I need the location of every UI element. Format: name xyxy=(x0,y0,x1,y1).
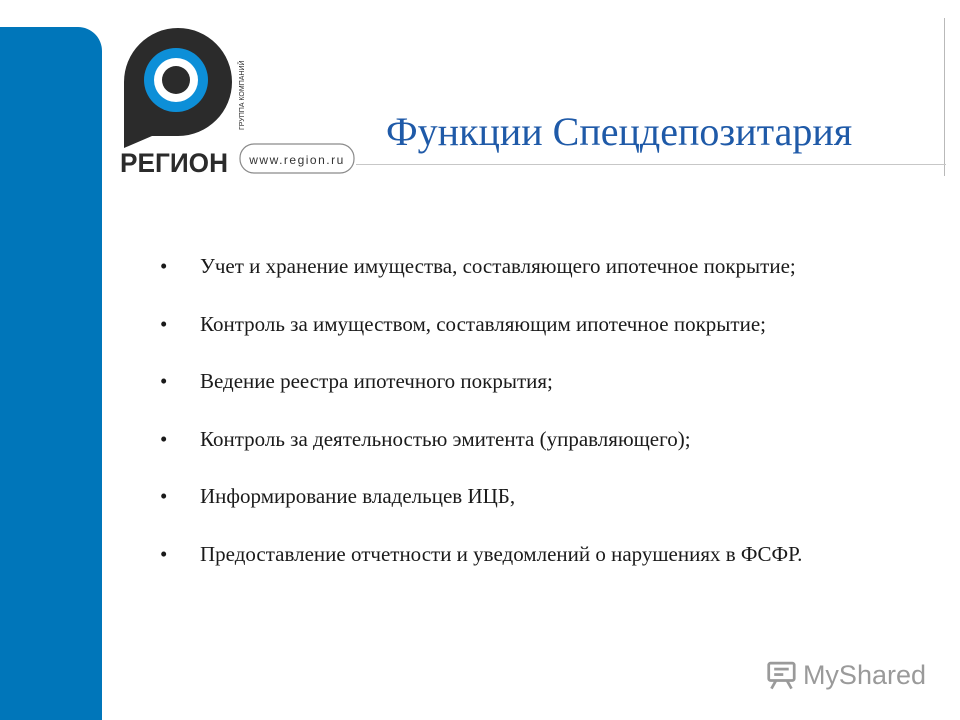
region-logo xyxy=(118,22,358,182)
bullet-dot: • xyxy=(160,311,168,336)
bullet-dot: • xyxy=(160,254,168,278)
logo-company-group-text: ГРУППА КОМПАНИЙ xyxy=(239,60,246,130)
title-underline xyxy=(356,164,946,165)
bullet-dot: • xyxy=(160,484,168,508)
bullet-text: Контроль за деятельностью эмитента (управляющего); xyxy=(200,426,691,451)
bullet-text: Предоставление отчетности и уведомлений о нарушениях в ФСФР. xyxy=(200,541,803,566)
bullet-dot: • xyxy=(160,426,168,451)
bullet-list xyxy=(160,240,940,585)
bullet-item xyxy=(160,298,940,356)
presentation-board-icon xyxy=(766,658,797,692)
bullet-dot: • xyxy=(160,369,168,393)
sidebar-top-spacer xyxy=(0,0,102,27)
bullet-item xyxy=(160,355,940,413)
bullet-item xyxy=(160,470,940,528)
bullet-text: Учет и хранение имущества, составляющего ипотечное покрытие; xyxy=(200,254,796,278)
logo-name-text: РЕГИОН xyxy=(120,148,228,178)
bullet-text: Ведение реестра ипотечного покрытия; xyxy=(200,369,553,393)
slide-title: Функции Спецдепозитария xyxy=(386,109,853,154)
logo-url-text[interactable]: www.region.ru xyxy=(249,153,345,167)
vertical-divider xyxy=(944,18,945,176)
bullet-item xyxy=(160,528,940,586)
bullet-text: Информирование владельцев ИЦБ, xyxy=(200,484,516,508)
bullet-item xyxy=(160,413,940,471)
blue-sidebar-bar xyxy=(0,27,102,720)
logo-url-pill[interactable] xyxy=(240,144,354,173)
bullet-dot: • xyxy=(160,541,168,566)
bullet-item xyxy=(160,240,940,298)
bullet-text: Контроль за имуществом, составляющим ипотечное покрытие; xyxy=(200,311,766,336)
watermark-text: MyShared xyxy=(802,659,926,690)
myshared-watermark[interactable] xyxy=(766,656,926,694)
region-logo-mark xyxy=(124,28,232,148)
